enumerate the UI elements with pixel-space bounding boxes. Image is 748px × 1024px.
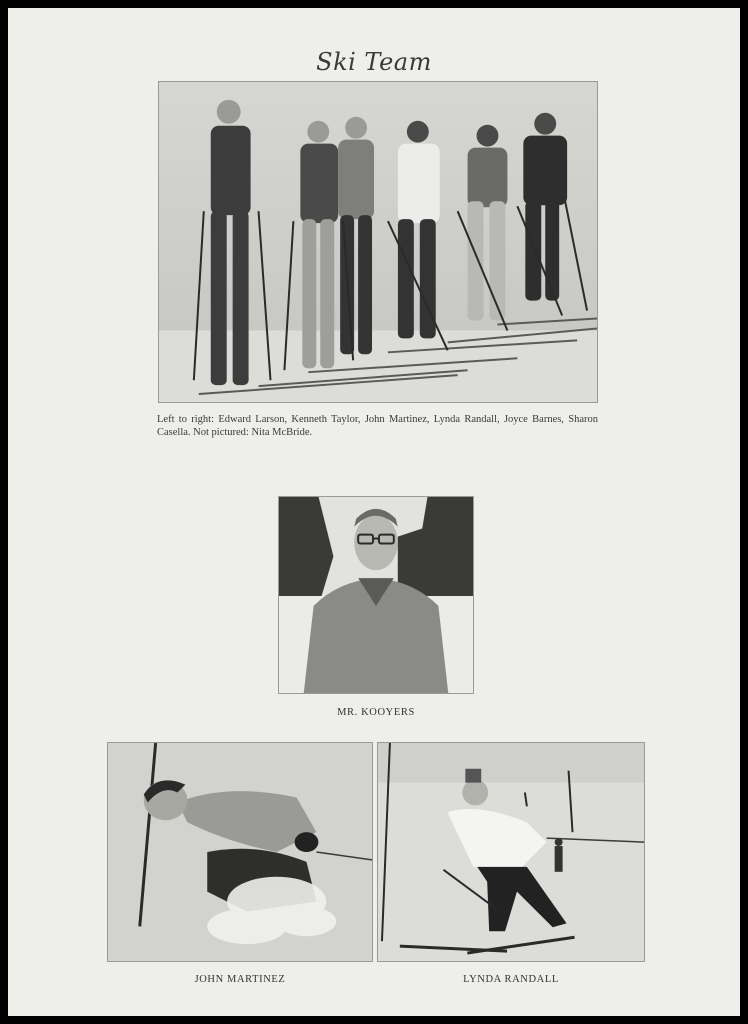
coach-caption: MR. KOOYERS: [337, 707, 415, 718]
randall-photo-illustration: [378, 743, 644, 961]
team-photo-illustration: [159, 82, 597, 402]
randall-caption: LYNDA RANDALL: [463, 974, 559, 985]
randall-action-photo: [377, 742, 645, 962]
coach-photo-illustration: [279, 497, 473, 693]
team-photo-caption: Left to right: Edward Larson, Kenneth Taylor, John Martinez, Lynda Randall, Joyce Barnes, Sharon Casella. Not pictured: Nita McBride.: [157, 414, 598, 438]
coach-photo: [278, 496, 474, 694]
team-photo: [158, 81, 598, 403]
martinez-photo-illustration: [108, 743, 372, 961]
martinez-caption: JOHN MARTINEZ: [194, 974, 286, 985]
martinez-action-photo: [107, 742, 373, 962]
page-title: Ski Team: [316, 48, 432, 76]
yearbook-page: [8, 8, 740, 1016]
